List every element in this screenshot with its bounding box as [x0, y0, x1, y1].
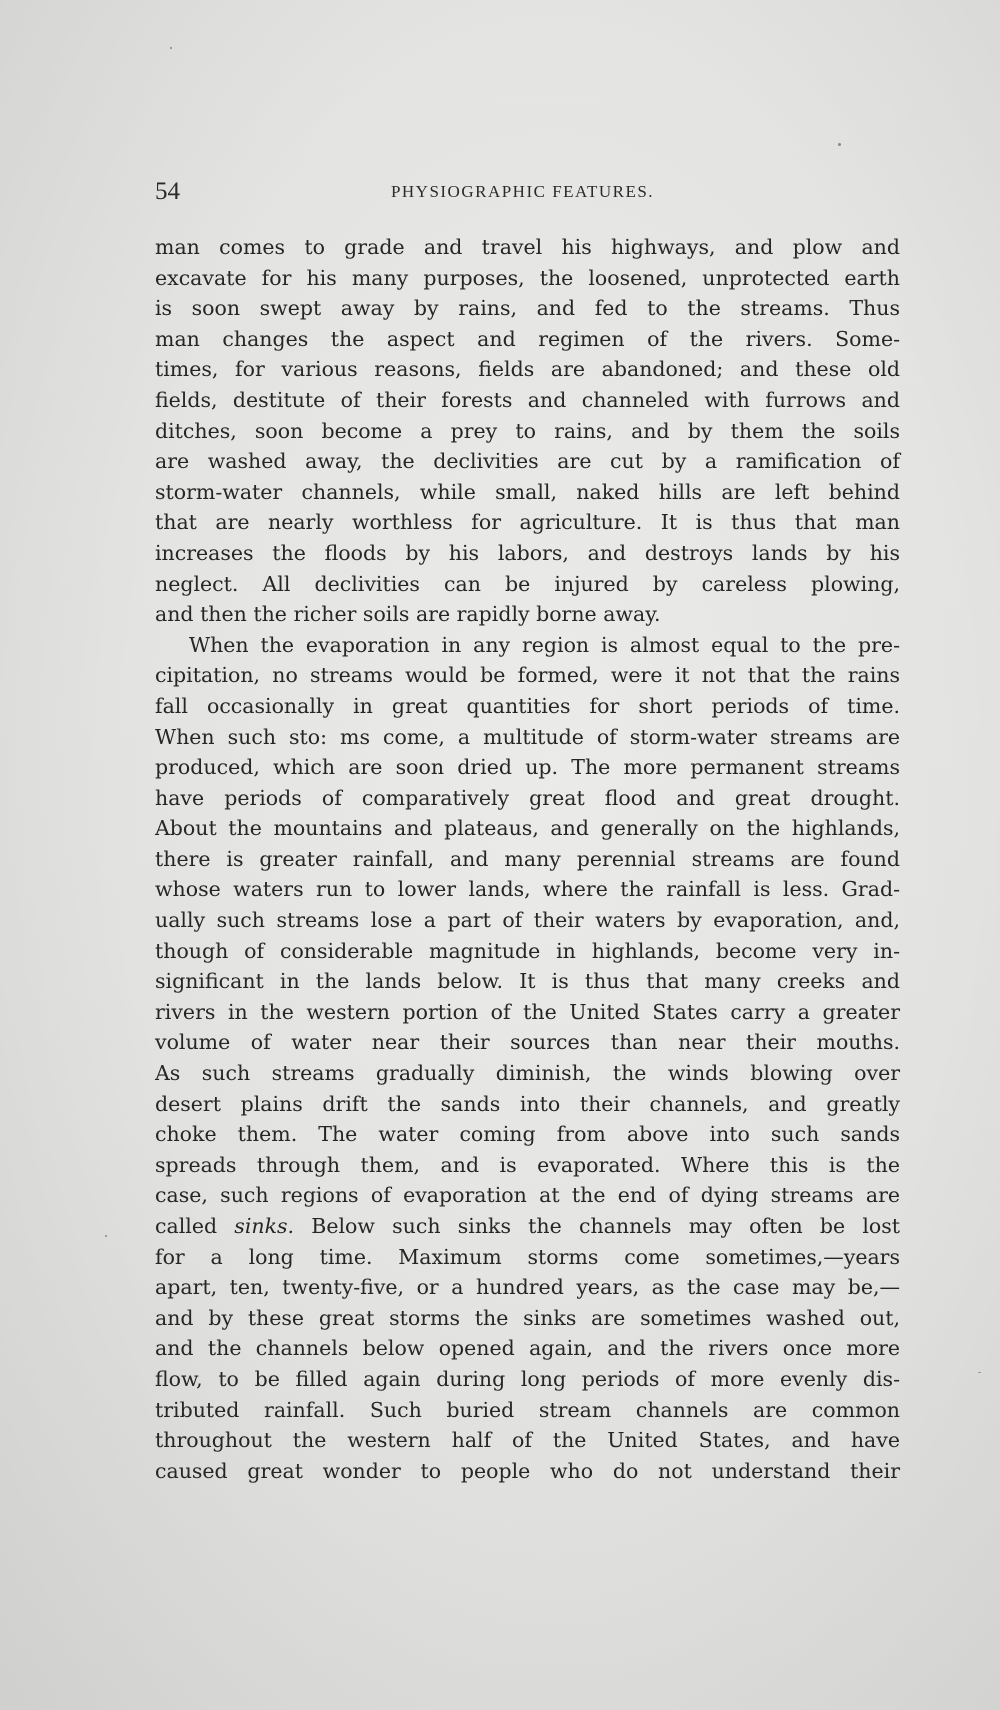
paper-speck [978, 1372, 981, 1373]
text-line: desert plains drift the sands into their channels, and greatly [155, 1091, 900, 1116]
paragraph-start-line: When the evaporation in any region is almost equal to the pre- [189, 632, 900, 657]
text-line: that are nearly worthless for agriculture. It is thus that man [155, 510, 900, 535]
page-number: 54 [155, 178, 180, 205]
text-line: spreads through them, and is evaporated. Where this is the [155, 1152, 900, 1177]
text-line: though of considerable magnitude in highlands, become very in- [155, 938, 900, 963]
text-line: As such streams gradually diminish, the winds blowing over [155, 1061, 900, 1086]
text-line: produced, which are soon dried up. The more permanent streams [155, 755, 900, 780]
text-line: have periods of comparatively great flood and great drought. [155, 785, 900, 810]
paper-speck [838, 143, 841, 146]
italic-term: sinks. [234, 1214, 295, 1238]
text-line: man changes the aspect and regimen of the rivers. Some- [155, 326, 900, 351]
text-line: ually such streams lose a part of their waters by evaporation, and, [155, 908, 900, 933]
text-line: fields, destitute of their forests and channeled with furrows and [155, 387, 900, 412]
text-line: choke them. The water coming from above into such sands [155, 1122, 900, 1147]
text-line: whose waters run to lower lands, where the rainfall is less. Grad- [155, 877, 900, 902]
text-line: increases the floods by his labors, and destroys lands by his [155, 540, 900, 565]
text-line: excavate for his many purposes, the loosened, unprotected earth [155, 265, 900, 290]
text-line: caused great wonder to people who do not understand their [155, 1458, 900, 1483]
text-line: flow, to be filled again during long periods of more evenly dis- [155, 1366, 900, 1391]
text-line: About the mountains and plateaus, and generally on the highlands, [155, 816, 900, 841]
text-line: called sinks. Below such sinks the channels may often be lost [155, 1214, 901, 1238]
paper-speck [170, 47, 172, 49]
text-line: and by these great storms the sinks are sometimes washed out, [155, 1305, 900, 1330]
text-line: volume of water near their sources than near their mouths. [155, 1030, 900, 1055]
text-line: there is greater rainfall, and many perennial streams are found [155, 846, 900, 871]
text-line: tributed rainfall. Such buried stream channels are common [155, 1397, 900, 1422]
text-line: When such sto: ms come, a multitude of storm-water streams are [155, 724, 900, 749]
text-line: and then the richer soils are rapidly borne away. [155, 602, 661, 627]
text-line: ditches, soon become a prey to rains, and by them the soils [155, 418, 900, 443]
running-head: PHYSIOGRAPHIC FEATURES. [390, 182, 655, 201]
text-line: for a long time. Maximum storms come sometimes,—years [155, 1244, 900, 1269]
text-line: throughout the western half of the United States, and have [155, 1428, 900, 1453]
paper-speck [105, 1235, 107, 1237]
text-line: and the channels below opened again, and the rivers once more [155, 1336, 900, 1361]
text-line: storm-water channels, while small, naked hills are left behind [155, 479, 900, 504]
body-text [155, 232, 900, 1486]
text-line: are washed away, the declivities are cut by a ramification of [155, 449, 900, 474]
text-line: times, for various reasons, fields are abandoned; and these old [155, 357, 900, 382]
text-line: man comes to grade and travel his highways, and plow and [155, 235, 900, 259]
page-header [155, 178, 890, 208]
text-line: case, such regions of evaporation at the end of dying streams are [155, 1183, 900, 1208]
text-line: fall occasionally in great quantities for short periods of time. [155, 693, 900, 718]
text-line: rivers in the western portion of the United States carry a greater [155, 999, 900, 1024]
text-line: significant in the lands below. It is thus that many creeks and [155, 969, 900, 994]
text-line: is soon swept away by rains, and fed to the streams. Thus [155, 296, 900, 321]
text-line: neglect. All declivities can be injured by careless plowing, [155, 571, 900, 596]
text-line: cipitation, no streams would be formed, were it not that the rains [155, 663, 900, 688]
text-line: apart, ten, twenty-five, or a hundred years, as the case may be,— [155, 1275, 900, 1300]
